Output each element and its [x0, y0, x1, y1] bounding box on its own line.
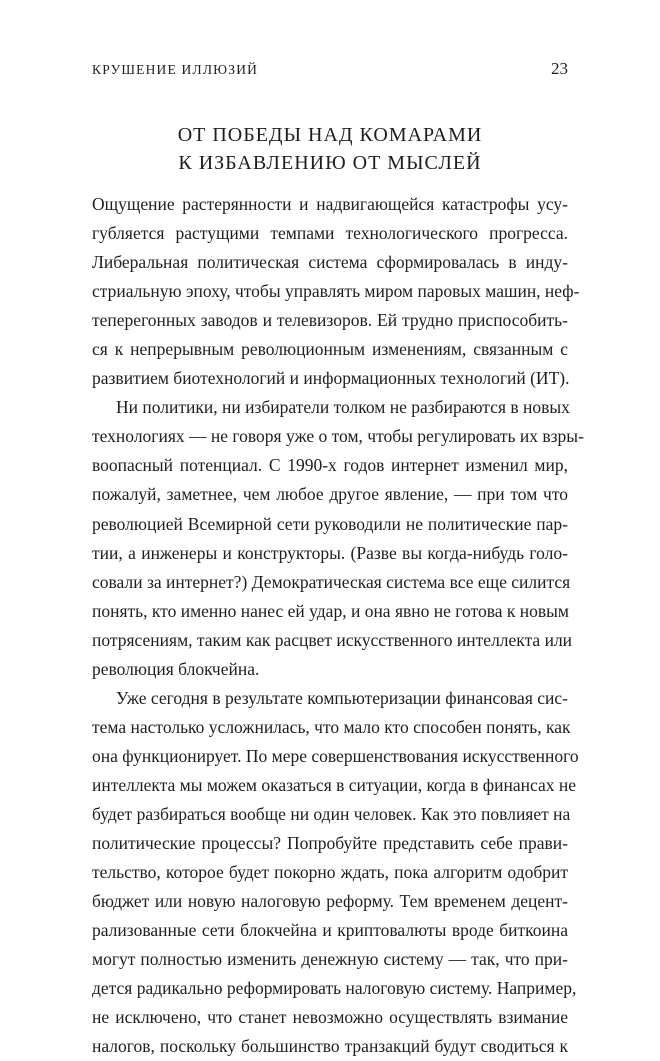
text-line: совали за интернет?) Демократическая система все еще силится [92, 571, 571, 592]
text-line: Уже сегодня в результате компьютеризации финансовая сис- [116, 687, 568, 708]
text-line: налогов, поскольку большинство транзакций будут сводиться к [92, 1036, 568, 1057]
text-line: понять, кто именно нанес ей удар, и она явно не готова к новым [92, 600, 569, 621]
text-line: Либеральная политическая система сформировалась в инду- [92, 252, 568, 273]
section-heading [92, 121, 568, 177]
section-heading-line: ОТ ПОБЕДЫ НАД КОМАРАМИ [177, 124, 483, 146]
body-text [92, 190, 584, 1061]
text-line: технологиях — не говоря уже о том, чтобы регулировать их взры- [92, 426, 584, 447]
text-line: развитием биотехнологий и информационных технологий (ИТ). [92, 368, 570, 389]
text-line: политические процессы? Попробуйте представить себе прави- [92, 833, 568, 854]
text-line: дется радикально реформировать налоговую систему. Например, [92, 978, 577, 999]
text-line: губляется растущими темпами технологического прогресса. [92, 223, 568, 244]
text-line: Ни политики, ни избиратели толком не разбираются в новых [116, 397, 570, 418]
text-line: не исключено, что станет невозможно осуществлять взимание [92, 1007, 568, 1028]
text-line: Ощущение растерянности и надвигающейся катастрофы усу- [92, 194, 568, 214]
text-line: будет разбираться вообще ни один человек. Как это повлияет на [92, 803, 571, 824]
running-head: КРУШЕНИЕ ИЛЛЮЗИЙ [92, 62, 259, 77]
text-line: революцией Всемирной сети руководили не политические пар- [92, 513, 568, 534]
section-heading-line: К ИЗБАВЛЕНИЮ ОТ МЫСЛЕЙ [178, 152, 482, 174]
text-line: тии, а инженеры и конструкторы. (Разве вы когда-нибудь голо- [92, 542, 568, 563]
text-line: пожалуй, заметнее, чем любое другое явление, — при том что [92, 484, 568, 505]
text-line: тельство, которое будет покорно ждать, пока алгоритм одобрит [92, 862, 568, 883]
page-number: 23 [551, 59, 568, 78]
text-line: тема настолько усложнилась, что мало кто способен понять, как [92, 716, 571, 737]
text-line: она функционирует. По мере совершенствования искусственного [92, 745, 579, 766]
text-line: теперегонных заводов и телевизоров. Ей трудно приспособить- [92, 310, 568, 331]
text-line: рализованные сети блокчейна и криптовалюты вроде биткоина [92, 920, 568, 941]
text-line: стриальную эпоху, чтобы управлять миром паровых машин, неф- [92, 281, 580, 302]
text-line: ся к непрерывным революционным изменениям, связанным с [92, 339, 568, 360]
text-line: воопасный потенциал. С 1990-х годов интернет изменил мир, [92, 455, 568, 476]
text-line: революция блокчейна. [92, 658, 260, 679]
text-line: интеллекта мы можем оказаться в ситуации, когда в финансах не [92, 774, 577, 795]
text-line: бюджет или новую налоговую реформу. Тем временем децент- [92, 891, 568, 912]
text-line: потрясениям, таким как расцвет искусственного интеллекта или [92, 629, 573, 650]
text-line: могут полностью изменить денежную систему — так, что при- [92, 949, 568, 970]
